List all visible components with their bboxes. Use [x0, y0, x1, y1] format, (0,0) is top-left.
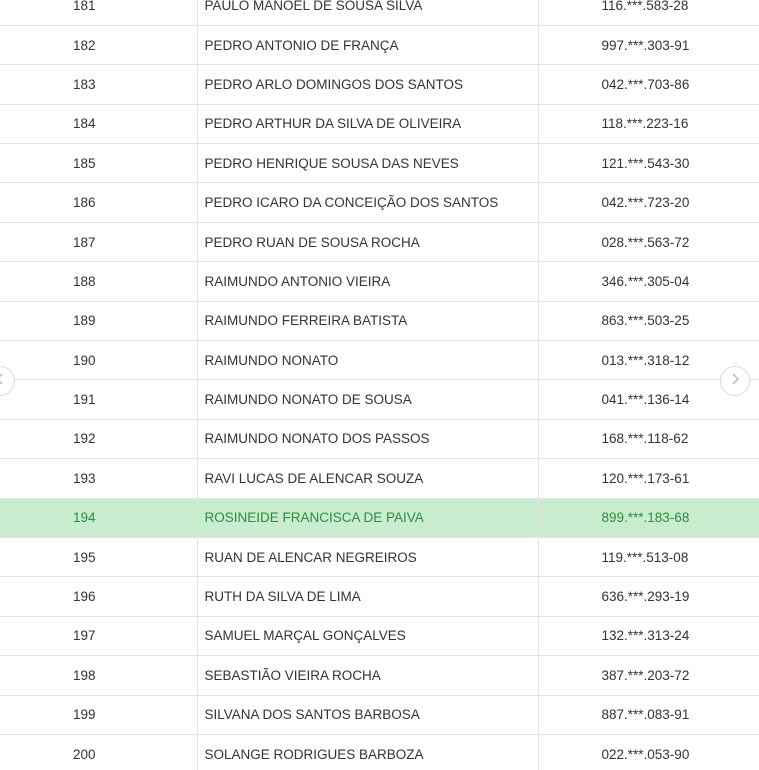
row-cpf: 013.***.318-12	[538, 341, 759, 380]
row-number: 187	[0, 222, 197, 261]
row-name: PAULO MANOEL DE SOUSA SILVA	[197, 0, 538, 25]
table-row	[0, 25, 759, 64]
table-row	[0, 616, 759, 655]
row-cpf: 042.***.703-86	[538, 65, 759, 104]
table-row	[0, 419, 759, 458]
table-row	[0, 656, 759, 695]
table-row	[0, 222, 759, 261]
table-row	[0, 65, 759, 104]
row-name: RAIMUNDO NONATO DE SOUSA	[197, 380, 538, 419]
row-name: SAMUEL MARÇAL GONÇALVES	[197, 616, 538, 655]
row-cpf: 387.***.203-72	[538, 656, 759, 695]
row-number: 189	[0, 301, 197, 340]
row-number: 181	[0, 0, 197, 25]
row-name: RAIMUNDO NONATO DOS PASSOS	[197, 419, 538, 458]
chevron-right-icon	[729, 372, 741, 390]
row-name: SOLANGE RODRIGUES BARBOZA	[197, 734, 538, 770]
row-number: 200	[0, 734, 197, 770]
row-name: PEDRO RUAN DE SOUSA ROCHA	[197, 222, 538, 261]
row-number: 196	[0, 577, 197, 616]
row-number: 192	[0, 419, 197, 458]
table-row	[0, 537, 759, 576]
row-cpf: 121.***.543-30	[538, 144, 759, 183]
row-name: PEDRO ICARO DA CONCEIÇÃO DOS SANTOS	[197, 183, 538, 222]
row-number: 197	[0, 616, 197, 655]
row-number: 199	[0, 695, 197, 734]
row-number: 193	[0, 459, 197, 498]
row-number: 184	[0, 104, 197, 143]
row-name: RAIMUNDO ANTONIO VIEIRA	[197, 262, 538, 301]
row-cpf: 028.***.563-72	[538, 222, 759, 261]
row-name: SILVANA DOS SANTOS BARBOSA	[197, 695, 538, 734]
table-row	[0, 0, 759, 25]
row-cpf: 168.***.118-62	[538, 419, 759, 458]
row-cpf: 887.***.083-91	[538, 695, 759, 734]
table-row	[0, 380, 759, 419]
row-number: 185	[0, 144, 197, 183]
table-row	[0, 144, 759, 183]
table-row	[0, 341, 759, 380]
carousel-next-button[interactable]	[720, 366, 750, 396]
row-cpf: 636.***.293-19	[538, 577, 759, 616]
chevron-left-icon	[0, 372, 6, 390]
row-cpf: 022.***.053-90	[538, 734, 759, 770]
row-number: 194	[0, 498, 197, 537]
row-name: RUAN DE ALENCAR NEGREIROS	[197, 537, 538, 576]
row-number: 195	[0, 537, 197, 576]
row-cpf: 041.***.136-14	[538, 380, 759, 419]
row-number: 198	[0, 656, 197, 695]
row-number: 186	[0, 183, 197, 222]
row-cpf: 132.***.313-24	[538, 616, 759, 655]
row-name: PEDRO ARTHUR DA SILVA DE OLIVEIRA	[197, 104, 538, 143]
table-row	[0, 301, 759, 340]
table-row	[0, 459, 759, 498]
row-name: RUTH DA SILVA DE LIMA	[197, 577, 538, 616]
row-cpf: 899.***.183-68	[538, 498, 759, 537]
table-row	[0, 262, 759, 301]
row-name: PEDRO ARLO DOMINGOS DOS SANTOS	[197, 65, 538, 104]
row-cpf: 119.***.513-08	[538, 537, 759, 576]
row-cpf: 346.***.305-04	[538, 262, 759, 301]
row-cpf: 118.***.223-16	[538, 104, 759, 143]
row-name: RAIMUNDO NONATO	[197, 341, 538, 380]
row-number: 188	[0, 262, 197, 301]
table-row	[0, 695, 759, 734]
row-name: RAVI LUCAS DE ALENCAR SOUZA	[197, 459, 538, 498]
table-row	[0, 734, 759, 770]
row-cpf: 863.***.503-25	[538, 301, 759, 340]
row-cpf: 997.***.303-91	[538, 25, 759, 64]
row-number: 182	[0, 25, 197, 64]
row-number: 190	[0, 341, 197, 380]
table-row	[0, 104, 759, 143]
row-name: SEBASTIÃO VIEIRA ROCHA	[197, 656, 538, 695]
table-row	[0, 577, 759, 616]
row-cpf: 116.***.583-28	[538, 0, 759, 25]
row-number: 183	[0, 65, 197, 104]
row-name: ROSINEIDE FRANCISCA DE PAIVA	[197, 498, 538, 537]
table-row-highlighted	[0, 498, 759, 537]
row-cpf: 042.***.723-20	[538, 183, 759, 222]
row-name: PEDRO ANTONIO DE FRANÇA	[197, 25, 538, 64]
row-cpf: 120.***.173-61	[538, 459, 759, 498]
row-number: 191	[0, 380, 197, 419]
row-name: PEDRO HENRIQUE SOUSA DAS NEVES	[197, 144, 538, 183]
table-row	[0, 183, 759, 222]
row-name: RAIMUNDO FERREIRA BATISTA	[197, 301, 538, 340]
